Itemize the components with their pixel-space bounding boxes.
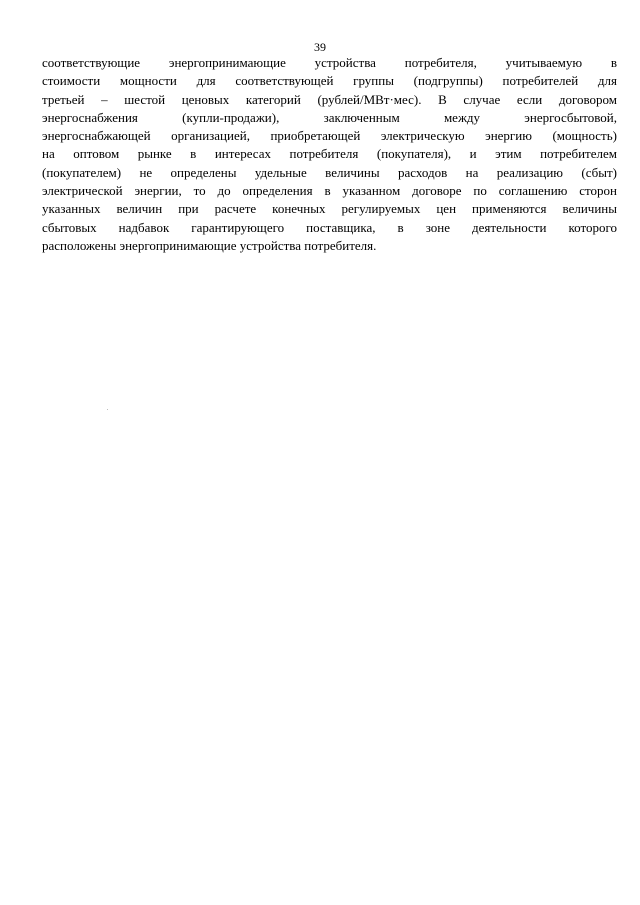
page-number: 39 [314, 40, 326, 54]
paragraph-line: сбытовых надбавок гарантирующего поставщика, в зоне деятельности которого [42, 219, 617, 235]
scan-speck [107, 409, 108, 410]
paragraph-line: стоимости мощности для соответствующей группы (подгруппы) потребителей для [42, 73, 617, 89]
paragraph-line: указанных величин при расчете конечных регулируемых цен применяются величины [42, 201, 617, 217]
paragraph-line: электрической энергии, то до определения в указанном договоре по соглашению сторон [42, 183, 617, 199]
paragraph-line: энергоснабжения (купли-продажи), заключенным между энергосбытовой, [42, 109, 617, 125]
paragraph-line: третьей – шестой ценовых категорий (рублей/МВт·мес). В случае если договором [42, 91, 617, 107]
paragraph-line: на оптовом рынке в интересах потребителя (покупателя), и этим потребителем [42, 146, 617, 162]
body-paragraph [42, 54, 617, 255]
paragraph-line: расположены энергопринимающие устройства потребителя. [42, 237, 377, 253]
paragraph-line: энергоснабжающей организацией, приобретающей электрическую энергию (мощность) [42, 128, 617, 144]
paragraph-line: соответствующие энергопринимающие устройства потребителя, учитываемую в [42, 55, 617, 70]
paragraph-line: (покупателем) не определены удельные величины расходов на реализацию (сбыт) [42, 164, 617, 180]
